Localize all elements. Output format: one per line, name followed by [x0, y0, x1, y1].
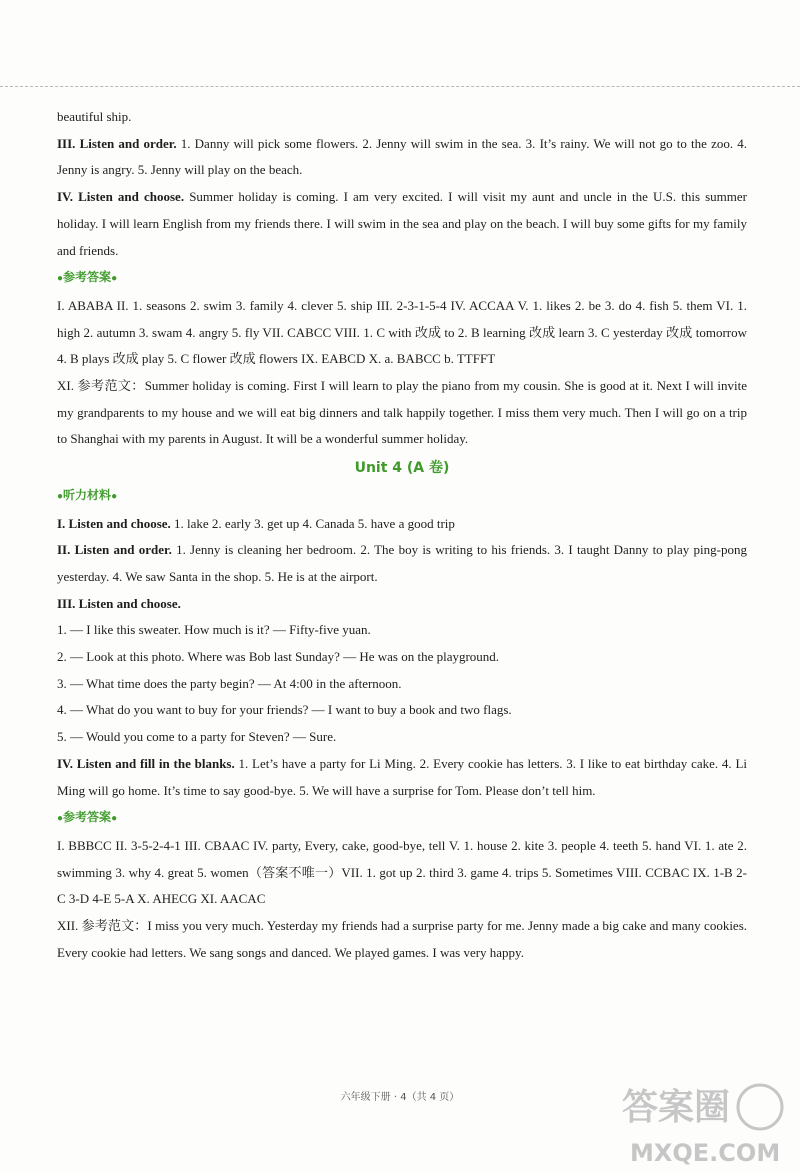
answer-key-content — [57, 104, 747, 967]
section-text: Summer holiday is coming. I am very excited. I will visit my aunt and uncle in the U.S. this summer holiday. I will learn English from my friends there. I will swim in the sea and play on the beach. I will buy some gifts for my family and friends. — [57, 189, 748, 258]
unit4-essay — [57, 913, 747, 966]
unit3-answers: I. ABABA II. 1. seasons 2. swim 3. family 4. clever 5. ship III. 2-3-1-5-4 IV. ACCAA V. 1. likes 2. be 3. do 4. fish 5. them VI. 1. high 2. autumn 3. swam 4. angry 5. fly VII. CABCC VIII. 1. C with 改成 to 2. B learning 改成 learn 3. C yesterday 改成 tomorrow 4. B plays 改成 play 5. C flower 改成 flowers IX. EABCD X. a. BABCC b. TTFFT — [57, 297, 747, 367]
unit3-essay — [57, 373, 747, 453]
page-footer: 六年级下册 · 4（共 4 页） — [340, 1092, 460, 1103]
answer-tag-label: 参考答案 — [63, 270, 112, 285]
unit4-section-i — [57, 511, 747, 538]
bullet-dot-icon: ● — [57, 813, 64, 825]
dialogue-line: 4. — What do you want to buy for your friends? — I want to buy a book and two flags. — [57, 702, 512, 718]
unit3-continuation: beautiful ship. — [57, 109, 132, 124]
essay-label: XII. 参考范文： — [57, 918, 148, 934]
section-text: 1. Jenny is cleaning her bedroom. 2. The boy is writing to his friends. 3. I taught Danny to play ping-pong yesterday. 4. We saw Santa in the shop. 5. He is at the airport. — [57, 542, 747, 584]
bullet-dot-icon: ● — [111, 273, 118, 285]
unit4-answers: I. BBBCC II. 3-5-2-4-1 III. CBAAC IV. party, Every, cake, good-bye, tell V. 1. house 2. kite 3. people 4. teeth 5. hand VI. 1. ate 2. swimming 3. why 4. great 5. women（答案不唯一）VII. 1. got up 2. third 3. game 4. trips 5. Sometimes VIII. CCBAC IX. 1-B 2-C 3-D 4-E 5-A X. AHECG XI. AACAC — [57, 837, 747, 907]
unit3-answer-tag — [57, 264, 747, 293]
section-label: III. Listen and choose. — [57, 595, 181, 611]
bullet-dot-icon: ● — [111, 813, 118, 825]
section-label: I. Listen and choose. — [57, 515, 171, 531]
dialogue-line: 5. — Would you come to a party for Steven? — Sure. — [57, 729, 337, 745]
section-text: 1. Danny will pick some flowers. 2. Jenny will swim in the sea. 3. It’s rainy. We will not go to the zoo. 4. Jenny is angry. 5. Jenny will play on the beach. — [57, 135, 748, 178]
unit3-section-iv — [57, 184, 747, 264]
dialogue-line: 1. — I like this sweater. How much is it? — Fifty-five yuan. — [57, 622, 371, 638]
unit4-section-iii-heading — [57, 591, 747, 618]
section-label: IV. Listen and fill in the blanks. — [57, 755, 235, 771]
bullet-dot-icon: ● — [57, 273, 64, 285]
dialogue-line: 3. — What time does the party begin? — At 4:00 in the afternoon. — [57, 675, 402, 691]
unit4-answer-tag — [57, 804, 747, 833]
section-text: 1. lake 2. early 3. get up 4. Canada 5. have a good trip — [170, 515, 455, 531]
dialogue-line: 2. — Look at this photo. Where was Bob last Sunday? — He was on the playground. — [57, 649, 500, 665]
header-rule — [0, 86, 800, 87]
unit4-listening-tag — [57, 482, 747, 511]
essay-text: I miss you very much. Yesterday my friends had a surprise party for me. Jenny made a big cake and many cookies. Every cookie had letters. We sang songs and danced. We played games. I was very happy. — [57, 918, 748, 960]
bullet-dot-icon: ● — [57, 490, 64, 502]
unit4-section-ii — [57, 537, 747, 590]
unit4-title: Unit 4 (A 卷) — [354, 460, 450, 477]
unit4-section-iv — [57, 751, 747, 804]
essay-label: XI. 参考范文： — [57, 378, 145, 394]
unit3-section-iii — [57, 131, 747, 184]
watermark-bottom-text: MXQE.COM — [630, 1139, 781, 1167]
essay-text: Summer holiday is coming. First I will learn to play the piano from my cousin. She is good at it. Next I will invite my grandparents to my house and we will eat big dinners and talk happily together. I miss them very much. Then I will go on a trip to Shanghai with my parents in August. It will be a wonderful summer holiday. — [57, 378, 748, 447]
watermark-top-text: 答案圈 — [622, 1087, 731, 1128]
answer-tag-label: 参考答案 — [63, 810, 112, 825]
bullet-dot-icon: ● — [111, 490, 118, 502]
section-label: III. Listen and order. — [57, 135, 177, 151]
section-label: II. Listen and order. — [57, 542, 172, 558]
section-text: 1. Let’s have a party for Li Ming. 2. Every cookie has letters. 3. I like to eat birthday cake. 4. Li Ming will go home. It’s time to say good-bye. 5. We will have a surprise for Tom. Please don’t tell him. — [57, 755, 747, 798]
section-label: IV. Listen and choose. — [57, 189, 185, 205]
listening-tag-label: 听力材料 — [63, 487, 112, 502]
